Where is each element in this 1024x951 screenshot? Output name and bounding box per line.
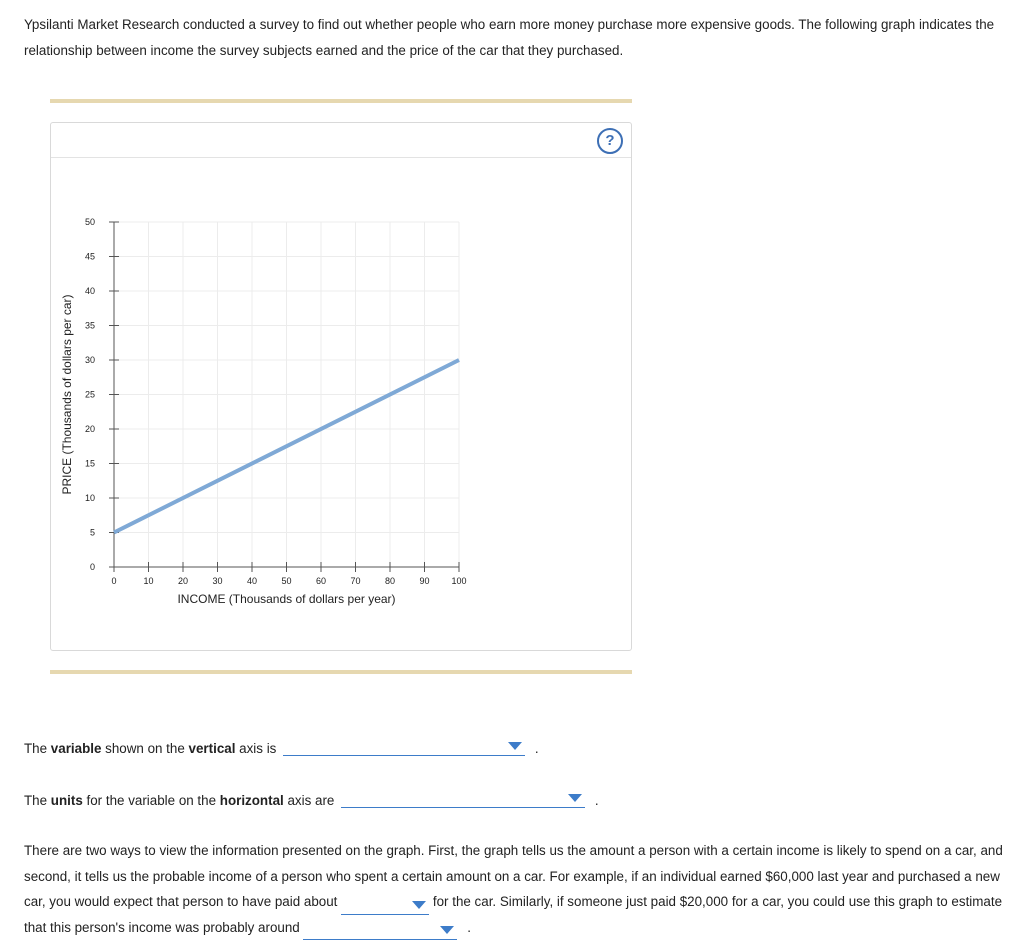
y-tick-label-30: 30 bbox=[84, 355, 95, 365]
y-axis-label: PRICE (Thousands of dollars per car) bbox=[60, 294, 74, 495]
chevron-down-icon bbox=[568, 794, 582, 802]
q2-bold-units: units bbox=[50, 793, 83, 808]
x-tick-label-70: 70 bbox=[350, 576, 361, 586]
question-vertical-axis bbox=[24, 738, 539, 756]
question-horizontal-units bbox=[24, 790, 599, 808]
y-tick-label-45: 45 bbox=[84, 251, 95, 262]
y-tick-label-25: 25 bbox=[84, 389, 95, 400]
x-tick-label-50: 50 bbox=[281, 576, 292, 586]
q1-bold-variable: variable bbox=[50, 741, 102, 756]
x-tick-label-60: 60 bbox=[315, 576, 327, 586]
x-axis-label: INCOME (Thousands of dollars per year) bbox=[177, 592, 396, 606]
income-estimate-dropdown[interactable] bbox=[303, 922, 457, 940]
vertical-axis-variable-dropdown[interactable] bbox=[283, 738, 525, 756]
chevron-down-icon bbox=[412, 901, 426, 909]
para-period: . bbox=[467, 919, 471, 935]
q2-text: The bbox=[24, 793, 51, 808]
price-income-chart bbox=[51, 123, 631, 650]
x-tick-label-10: 10 bbox=[143, 576, 154, 586]
x-tick-label-20: 20 bbox=[177, 576, 189, 586]
explanation-paragraph bbox=[24, 838, 1014, 940]
q2-text: axis are bbox=[283, 793, 335, 808]
chevron-down-icon bbox=[508, 742, 522, 750]
q1-text: The bbox=[24, 741, 51, 756]
q2-period: . bbox=[594, 793, 599, 808]
y-tick-label-5: 5 bbox=[89, 527, 95, 538]
top-divider bbox=[50, 99, 632, 103]
q1-bold-vertical: vertical bbox=[188, 741, 236, 756]
q2-bold-horizontal: horizontal bbox=[219, 793, 284, 808]
horizontal-axis-units-dropdown[interactable] bbox=[341, 790, 585, 808]
x-tick-label-80: 80 bbox=[384, 576, 396, 586]
q1-text: axis is bbox=[235, 741, 277, 756]
intro-text: Ypsilanti Market Research conducted a survey to find out whether people who earn more money purchase more expensive goods. The following graph indicates the relationship between income the survey subjects earned and the price of the car that they purchased. bbox=[24, 17, 995, 58]
x-tick-label-90: 90 bbox=[419, 576, 430, 586]
chevron-down-icon bbox=[440, 926, 454, 934]
x-tick-label-100: 100 bbox=[451, 576, 467, 586]
bottom-divider bbox=[50, 670, 632, 674]
graph-panel bbox=[50, 122, 632, 651]
x-tick-label-40: 40 bbox=[246, 576, 258, 586]
para-text-1: There are two ways to view the information presented on the graph. First, the graph tells us the amount a person with a certain income is likely to spend on a car, and second, it tells us the probable income of a person who spent a certain amount on a car. For example, if an individual earned $60,000 last year and purchased a new car, you would expect that person to have paid about bbox=[24, 843, 1003, 909]
y-tick-label-50: 50 bbox=[84, 217, 95, 227]
y-tick-label-15: 15 bbox=[84, 458, 95, 469]
y-tick-label-40: 40 bbox=[84, 286, 95, 296]
para-text-2: for the car. Similarly, if someone just paid $20,000 for a car, you could use this graph to estimate that this person's income was probably around bbox=[24, 894, 1003, 935]
q2-text: for the variable on the bbox=[82, 793, 220, 808]
y-tick-label-10: 10 bbox=[84, 493, 95, 503]
x-tick-label-0: 0 bbox=[111, 576, 117, 586]
help-icon[interactable]: ? bbox=[597, 128, 623, 154]
y-tick-label-20: 20 bbox=[84, 424, 95, 434]
y-tick-label-0: 0 bbox=[89, 562, 95, 572]
car-price-estimate-dropdown[interactable] bbox=[341, 897, 429, 915]
q1-text: shown on the bbox=[101, 741, 189, 756]
x-tick-label-30: 30 bbox=[212, 576, 223, 586]
y-tick-label-35: 35 bbox=[84, 320, 95, 331]
q1-period: . bbox=[534, 741, 539, 756]
